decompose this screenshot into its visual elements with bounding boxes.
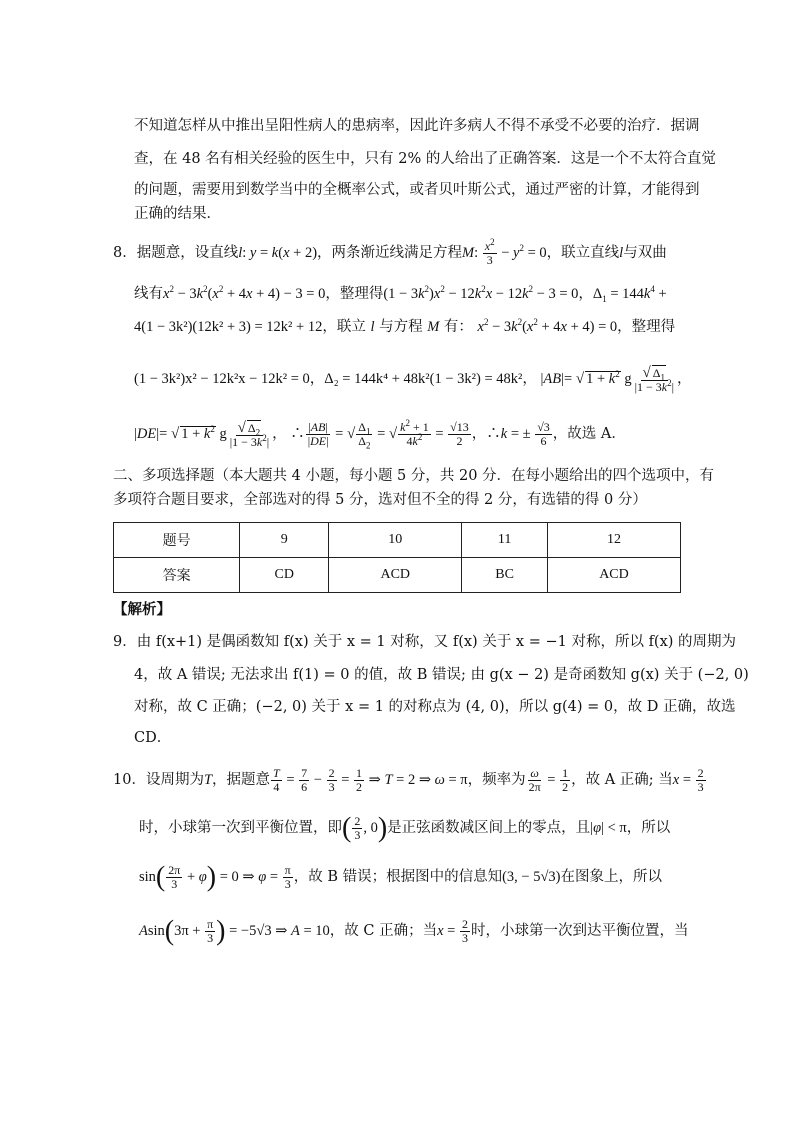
q10-line4: Asin(3π + $\frac{\pi}{3}$ ) = −5√3 ⇒ A = 10，故 C 正确；当x = $\frac{2}{3}$ 时，小球第一次到达平衡位置，当: [139, 915, 689, 947]
section2-line1: 二、多项选择题（本大题共 4 小题，每小题 5 分，共 20 分．在每小题给出的四个选项中，有: [113, 468, 715, 484]
table-cell: ACD: [547, 558, 680, 593]
q8-line1: 8．据题意，设直线l: y = k(x + 2)，两条渐近线满足方程M: $\frac{x^2}{3}$ − $y^2 = 0$，联立直线l与双曲: [113, 237, 667, 267]
table-cell: 12: [547, 523, 680, 558]
para7-line1: 不知道怎样从中推出呈阳性病人的患病率，因此许多病人不得不承受不必要的治疗．据调: [134, 118, 700, 134]
q8-line3: 4(1 − 3k²)(12k² + 3) = 12k² + 12，联立 l 与方程 M 有： $x^2 - 3k^2(x^2 + 4x + 4) = 0$，整理得: [134, 317, 676, 335]
table-cell: CD: [240, 558, 329, 593]
table-cell: 9: [240, 523, 329, 558]
table-header-label: 题号: [114, 523, 240, 558]
analysis-label: 【解析】: [113, 601, 171, 618]
answer-table: [113, 522, 681, 593]
q8-line2: 线有$x^2 - 3k^2(x^2 + 4x + 4) - 3 = 0$，整理得$(1 - 3k^2)x^2 - 12k^2x - 12k^2 - 3 = 0$，$\Delta_1 = 144k^4$ +: [134, 284, 667, 304]
q10-line2: 时，小球第一次到平衡位置，即( $\frac{2}{3}$ , 0)是正弦函数减区间上的零点，且|φ| < π，所以: [139, 812, 671, 844]
para7-line2: 查，在 48 名有相关经验的医生中，只有 2% 的人给出了正确答案．这是一个不太符合直觉: [134, 151, 716, 167]
table-cell: ACD: [329, 558, 462, 593]
q9-line1: 9．由 f(x+1) 是偶函数知 f(x) 关于 x = 1 对称，又 f(x) 关于 x = −1 对称，所以 f(x) 的周期为: [113, 634, 737, 650]
table-cell: BC: [462, 558, 548, 593]
q10-line3: sin( $\frac{2\pi}{3}$ + φ) = 0 ⇒ φ = $\frac{\pi}{3}$ ，故 B 错误；根据图中的信息知(3, − 5√3)在图象上，所以: [139, 861, 663, 893]
section2-line2: 多项符合题目要求，全部选对的得 5 分，选对但不全的得 2 分，有选错的得 0 分）: [113, 492, 647, 508]
table-row: [114, 523, 681, 558]
q8-line4: (1 − 3k²)x² − 12k²x − 12k² = 0，Δ₂ = 144k⁴ + 48k²(1 − 3k²) = 48k²， |AB|= √ $1 + k^2$ g $\frac{√ \Delta_1}{|1 - 3k^2|}$ ，: [134, 365, 692, 394]
q9-line3: 对称，故 C 正确；(−2, 0) 关于 x = 1 的对称点为 (4, 0)，所以 g(4) = 0，故 D 正确，故选: [134, 699, 736, 715]
q9-line4: CD．: [134, 730, 172, 746]
table-cell: 11: [462, 523, 548, 558]
para7-line4: 正确的结果．: [134, 206, 221, 222]
table-answer-label: 答案: [114, 558, 240, 593]
q8-line5: |DE|= √ $1 + k^2$ g $\frac{√ \Delta_2}{|1 - 3k^2|}$ ， ∴ $\frac{|AB|}{|DE|}$ = √ $\frac{\Delta_1}{\Delta_2}$ = √ $\frac{k^2 + 1}{4k^2}$ = $\frac{√13}{2}$ ，∴k = ± $\frac{√3}{6}$ ，故选 A．: [134, 418, 626, 451]
table-row: [114, 558, 681, 593]
table-cell: 10: [329, 523, 462, 558]
q9-line2: 4，故 A 错误; 无法求出 f(1) = 0 的值，故 B 错误; 由 g(x − 2) 是奇函数知 g(x) 关于 (−2, 0): [134, 667, 749, 683]
para7-line3: 的问题，需要用到数学当中的全概率公式，或者贝叶斯公式，通过严密的计算，才能得到: [134, 182, 700, 198]
q10-line1: 10．设周期为T，据题意 $\frac{T}{4}$ = $\frac{7}{6}$ − $\frac{2}{3}$ = $\frac{1}{2}$ ⇒ T = 2 ⇒ ω = π，频率为 $\frac{\omega}{2\pi}$ = $\frac{1}{2}$ ，故 A 正确; 当x = $\frac{2}{3}$: [113, 766, 704, 794]
